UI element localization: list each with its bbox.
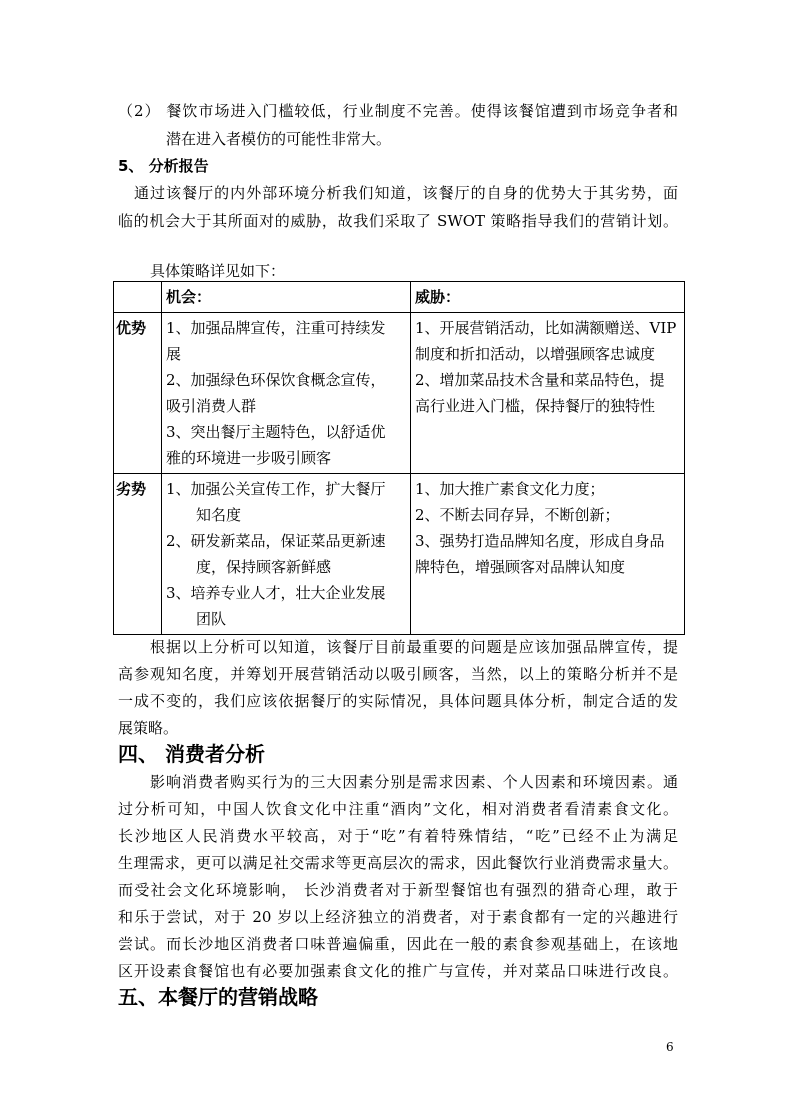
paragraph-line: 影响消费者购买行为的三大因素分别是需求因素、个人因素和环境因素。通 xyxy=(150,773,678,791)
cell-line: 2、不断去同存异，不断创新； xyxy=(415,506,620,524)
cell-line: 度，保持顾客新鲜感 xyxy=(196,558,332,576)
column-header-opportunity: 机会： xyxy=(162,282,411,313)
paragraph-line: 展策略。 xyxy=(118,719,179,737)
paragraph-line: 长沙地区人民消费水平较高，对于“吃”有着特殊情结，“吃”已经不止为满足 xyxy=(118,827,678,845)
cell-line: 1、加大推广素食文化力度； xyxy=(415,480,605,498)
paragraph-line: 根据以上分析可以知道，该餐厅目前最重要的问题是应该加强品牌宣传，提 xyxy=(150,638,678,656)
cell-line: 制度和折扣活动，以增强顾客忠诚度 xyxy=(415,345,656,363)
paragraph-line: 尝试。而长沙地区消费者口味普遍偏重，因此在一般的素食参观基础上，在该地 xyxy=(118,935,678,953)
cell-line: 团队 xyxy=(196,610,227,628)
list-item-2-line2: 潜在进入者模仿的可能性非常大。 xyxy=(166,130,392,148)
cell-line: 吸引消费人群 xyxy=(166,397,257,415)
cell-wt xyxy=(411,474,685,635)
cell-line: 3、强势打造品牌知名度，形成自身品 xyxy=(415,532,665,550)
cell-wo xyxy=(162,474,411,635)
cell-line: 1、加强品牌宣传，注重可持续发 xyxy=(166,319,386,337)
swot-table xyxy=(113,281,685,635)
paragraph-line: 而受社会文化环境影响， 长沙消费者对于新型餐馆也有强烈的猎奇心理，敢于 xyxy=(118,881,678,899)
paragraph-line: 临的机会大于其所面对的威胁，故我们采取了 SWOT 策略指导我们的营销计划。 xyxy=(118,212,678,230)
paragraph-line: 过分析可知，中国人饮食文化中注重“酒肉”文化，相对消费者看清素食文化。 xyxy=(118,800,678,818)
cell-line: 展 xyxy=(166,345,182,363)
table-header-row xyxy=(114,282,685,313)
paragraph-line: 生理需求，更可以满足社交需求等更高层次的需求，因此餐饮行业消费需求量大。 xyxy=(118,854,678,872)
cell-line: 1、开展营销活动，比如满额赠送、VIP xyxy=(415,319,677,337)
cell-line: 2、研发新菜品，保证菜品更新速 xyxy=(166,532,386,550)
cell-line: 1、加强公关宣传工作，扩大餐厅 xyxy=(166,480,386,498)
section-heading-marketing-strategy: 五、本餐厅的营销战略 xyxy=(118,985,318,1009)
cell-line: 2、增加菜品技术含量和菜品特色，提 xyxy=(415,371,665,389)
cell-line: 雅的环境进一步吸引顾客 xyxy=(166,449,332,467)
cell-line: 高行业进入门槛，保持餐厅的独特性 xyxy=(415,397,656,415)
cell-line: 2、加强绿色环保饮食概念宣传， xyxy=(166,371,386,389)
strategy-intro: 具体策略详见如下： xyxy=(150,262,286,280)
cell-line: 3、培养专业人才，壮大企业发展 xyxy=(166,584,386,602)
page-number: 6 xyxy=(666,1040,674,1054)
cell-so xyxy=(162,313,411,474)
paragraph-line: 和乐于尝试，对于 20 岁以上经济独立的消费者，对于素食都有一定的兴趣进行 xyxy=(118,908,678,926)
column-header-threat: 威胁： xyxy=(411,282,685,313)
paragraph-line: 一成不变的，我们应该依据餐厅的实际情况，具体问题具体分析，制定合适的发 xyxy=(118,692,678,710)
cell-line: 牌特色，增强顾客对品牌认知度 xyxy=(415,558,626,576)
paragraph-line: 高参观知名度，并筹划开展营销活动以吸引顾客，当然，以上的策略分析并不是 xyxy=(118,665,678,683)
table-corner-cell xyxy=(114,282,162,313)
paragraph-line: 区开设素食餐馆也有必要加强素食文化的推广与宣传，并对菜品口味进行改良。 xyxy=(118,962,678,980)
table-row-strength xyxy=(114,313,685,474)
section-heading-analysis-report: 5、 分析报告 xyxy=(118,157,209,175)
paragraph-line: 通过该餐厅的内外部环境分析我们知道，该餐厅的自身的优势大于其劣势，面 xyxy=(134,184,678,202)
cell-line: 3、突出餐厅主题特色，以舒适优 xyxy=(166,423,386,441)
row-header-strength: 优势 xyxy=(114,313,162,474)
section-heading-consumer-analysis: 四、 消费者分析 xyxy=(118,742,265,766)
table-row-weakness xyxy=(114,474,685,635)
list-item-2-line1: （2） 餐饮市场进入门槛较低，行业制度不完善。使得该餐馆遭到市场竞争者和 xyxy=(118,102,678,120)
cell-line: 知名度 xyxy=(196,506,242,524)
cell-st xyxy=(411,313,685,474)
row-header-weakness: 劣势 xyxy=(114,474,162,635)
